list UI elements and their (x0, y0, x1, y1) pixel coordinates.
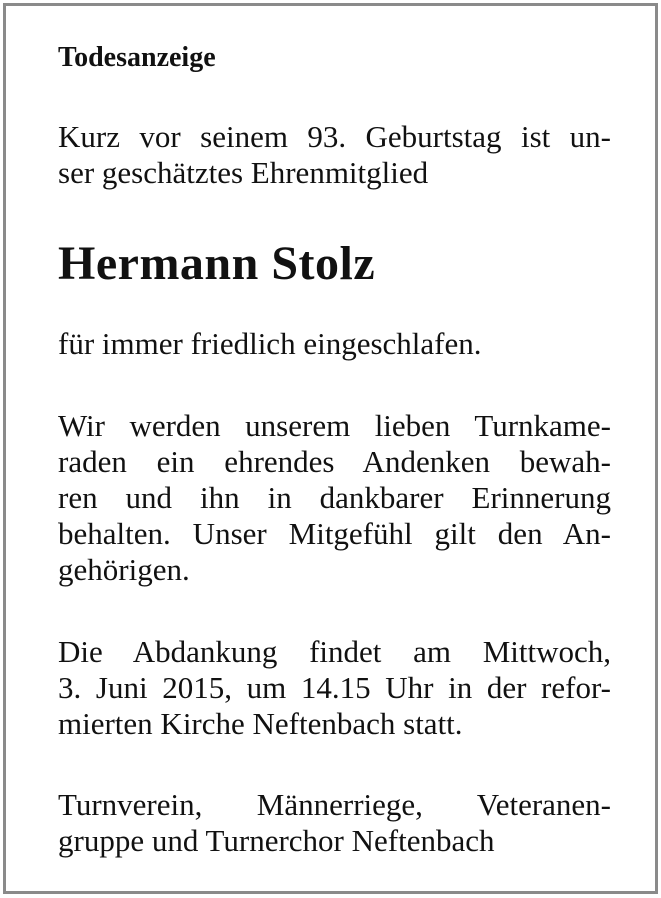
notice-frame (3, 3, 658, 894)
passing-line: für immer friedlich eingeschlafen. (58, 326, 482, 361)
intro-line-1: Kurz vor seinem 93. Geburtstag ist un- (58, 119, 611, 154)
notice-heading: Todesanzeige (58, 42, 216, 73)
deceased-name: Hermann Stolz (58, 237, 376, 290)
service-line-3: mierten Kirche Neftenbach statt. (58, 706, 463, 741)
remembrance-line-3: ren und ihn in dankbarer Erinnerung (58, 480, 611, 515)
intro-line-2: ser geschätztes Ehrenmitglied (58, 155, 429, 190)
service-line-1: Die Abdankung findet am Mittwoch, (58, 634, 611, 669)
service-line-2: 3. Juni 2015, um 14.15 Uhr in der refor- (58, 670, 611, 705)
signature-line-1: Turnverein, Männerriege, Veteranen- (58, 787, 611, 822)
remembrance-line-5: gehörigen. (58, 552, 190, 587)
remembrance-line-4: behalten. Unser Mitgefühl gilt den An- (58, 516, 611, 551)
remembrance-line-2: raden ein ehrendes Andenken bewah- (58, 444, 611, 479)
signature-line-2: gruppe und Turnerchor Neftenbach (58, 823, 495, 858)
remembrance-line-1: Wir werden unserem lieben Turnkame- (58, 408, 611, 443)
